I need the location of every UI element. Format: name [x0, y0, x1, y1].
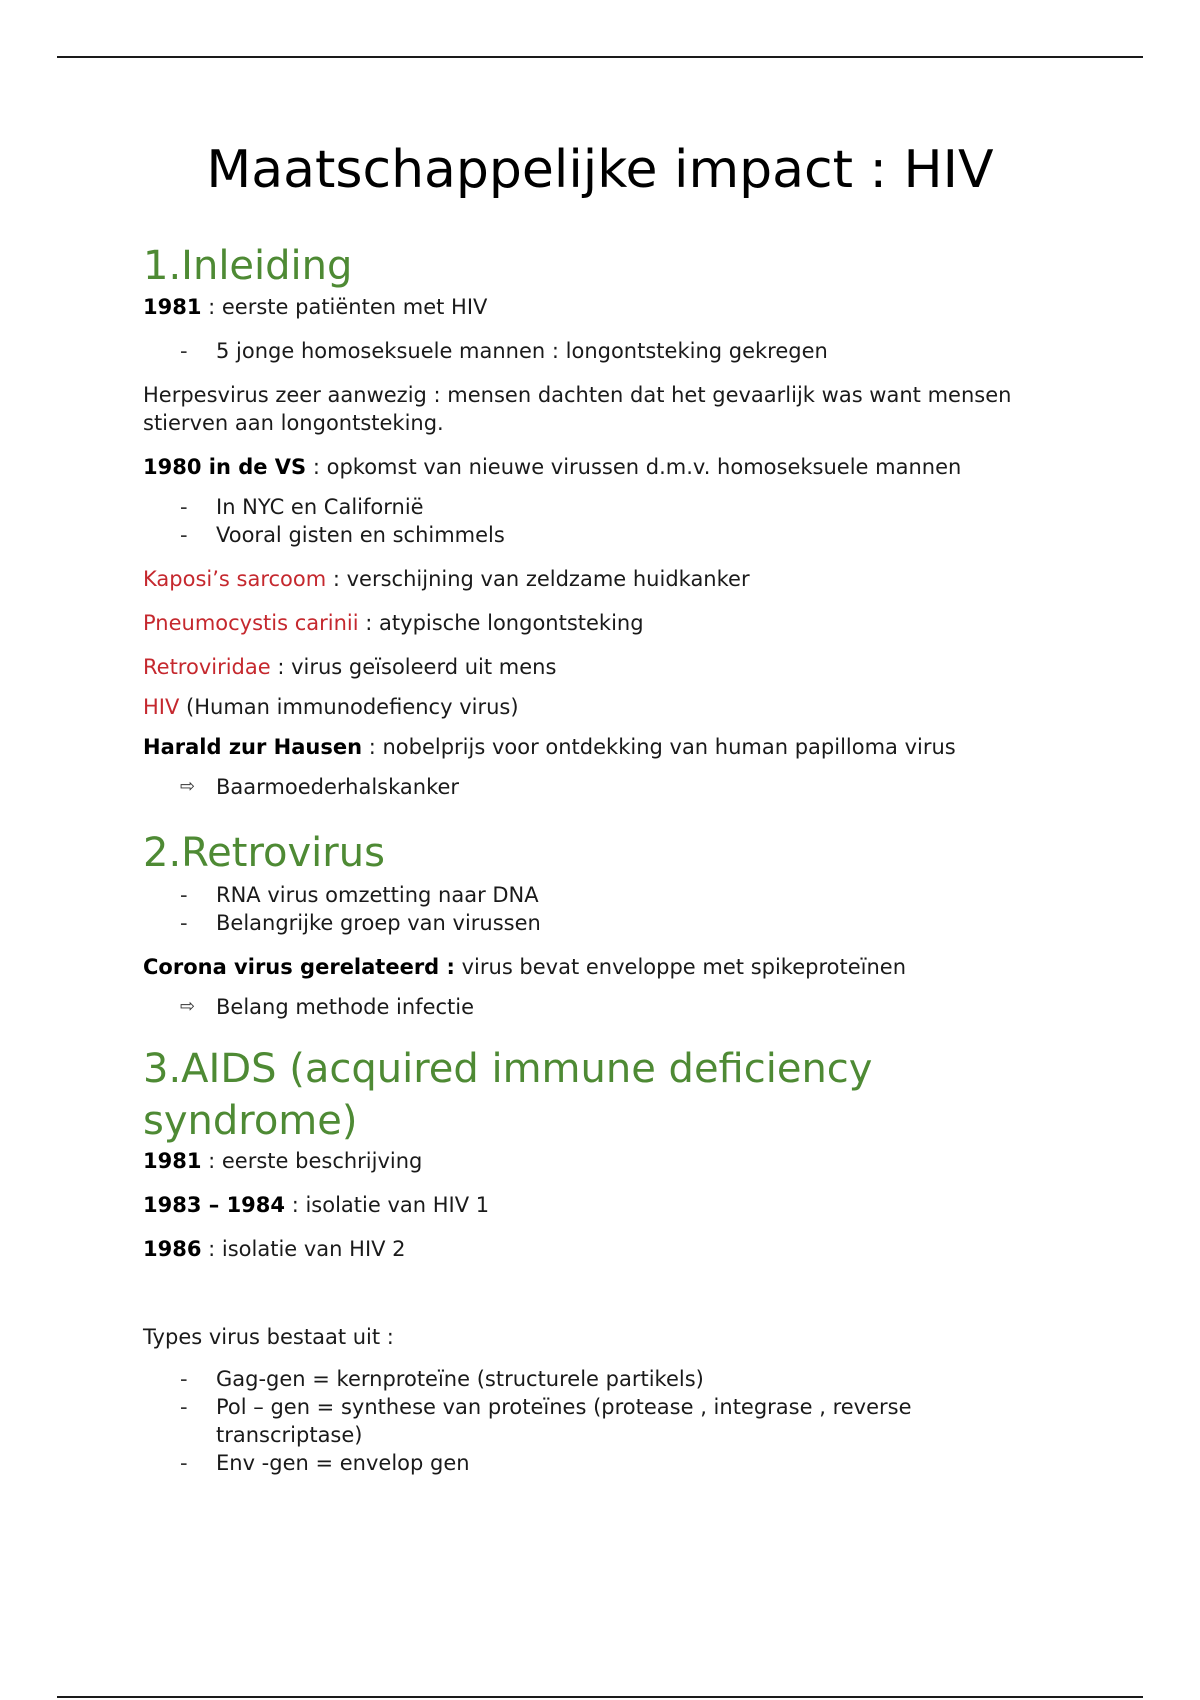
list-item: ⇨ Belang methode infectie	[180, 995, 475, 1019]
list-item: - 5 jonge homoseksuele mannen : longontsteking gekregen	[143, 337, 1043, 365]
paragraph-1983: 1983 – 1984 : isolatie van HIV 1	[143, 1193, 490, 1217]
list-item: - Vooral gisten en schimmels	[143, 521, 1043, 549]
list-item: ⇨ Baarmoederhalskanker	[180, 775, 460, 799]
list-item: - Gag-gen = kernproteïne (structurele partikels)	[143, 1365, 1043, 1393]
list-item: - Pol – gen = synthese van proteïnes (protease , integrase , reverse transcriptase)	[143, 1393, 1043, 1449]
paragraph-1986: 1986 : isolatie van HIV 2	[143, 1237, 406, 1261]
bottom-rule	[57, 1696, 1143, 1698]
section-heading-inleiding: 1.Inleiding	[143, 243, 353, 289]
term-hiv: HIV (Human immunodefiency virus)	[143, 695, 519, 719]
bullet-list	[143, 881, 1043, 937]
paragraph-types: Types virus bestaat uit :	[143, 1325, 394, 1349]
bullet-list	[143, 1365, 1043, 1477]
list-item: - Belangrijke groep van virussen	[143, 909, 1043, 937]
top-rule	[57, 56, 1143, 58]
arrow-right-icon: ⇨	[180, 996, 196, 1017]
term-pneumocystis: Pneumocystis carinii : atypische longontsteking	[143, 611, 644, 635]
section-heading-retrovirus: 2.Retrovirus	[143, 830, 385, 876]
term-kaposi: Kaposi’s sarcoom : verschijning van zeldzame huidkanker	[143, 567, 750, 591]
arrow-right-icon: ⇨	[180, 776, 196, 797]
section-heading-aids: 3.AIDS (acquired immune deficiency syndrome)	[143, 1046, 873, 1144]
paragraph-harald: Harald zur Hausen : nobelprijs voor ontdekking van human papilloma virus	[143, 735, 956, 759]
term-retroviridae: Retroviridae : virus geïsoleerd uit mens	[143, 655, 557, 679]
page-title: Maatschappelijke impact : HIV	[206, 140, 994, 200]
arrow-list	[143, 773, 1043, 801]
list-item: - Env -gen = envelop gen	[143, 1449, 1043, 1477]
paragraph-1981-aids: 1981 : eerste beschrijving	[143, 1149, 423, 1173]
list-item: - In NYC en Californië	[143, 493, 1043, 521]
document-body	[143, 240, 1043, 1477]
paragraph-herpesvirus: Herpesvirus zeer aanwezig : mensen dachten dat het gevaarlijk was want mensen stierven aan longontsteking.	[143, 383, 1012, 435]
bullet-list	[143, 337, 1043, 365]
bullet-list	[143, 493, 1043, 549]
paragraph-1980: 1980 in de VS : opkomst van nieuwe virussen d.m.v. homoseksuele mannen	[143, 455, 962, 479]
arrow-list	[143, 993, 1043, 1021]
list-item: - RNA virus omzetting naar DNA	[143, 881, 1043, 909]
paragraph-1981: 1981 : eerste patiënten met HIV	[143, 295, 488, 319]
paragraph-corona: Corona virus gerelateerd : virus bevat enveloppe met spikeproteïnen	[143, 955, 907, 979]
